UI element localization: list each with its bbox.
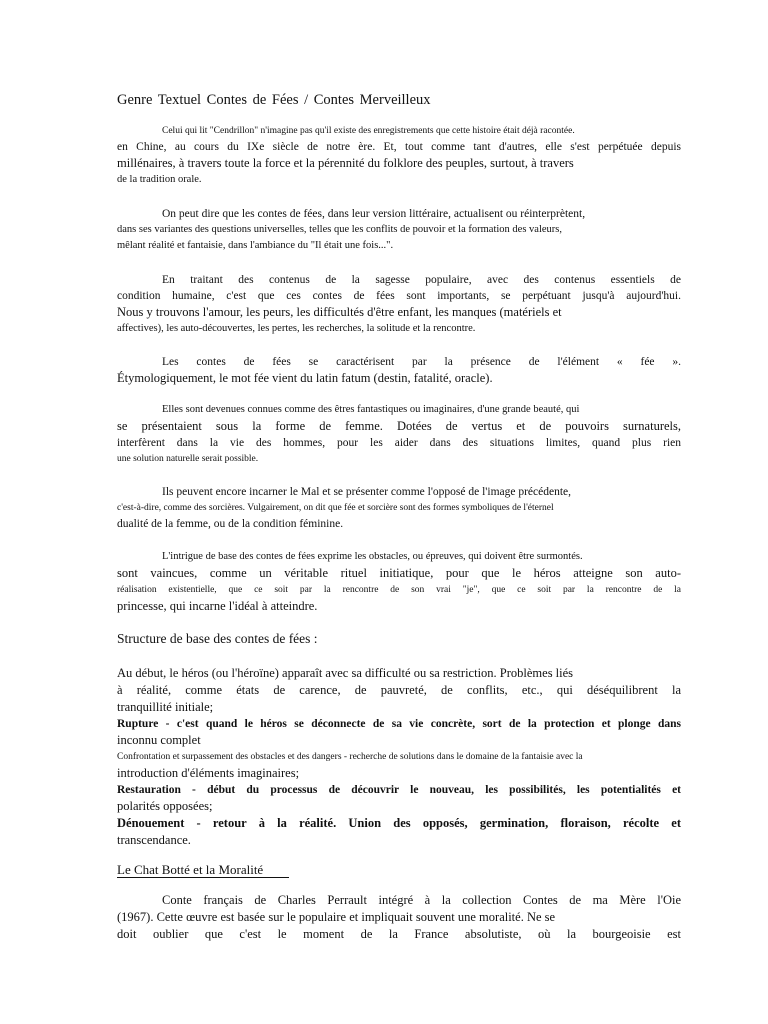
text-line: c'est-à-dire, comme des sorcières. Vulgairement, on dit que fée et sorcière sont des formes symboliques de l'éternel: [117, 503, 554, 513]
paragraph-etres-fantastiques: [117, 402, 681, 467]
text-line: en Chine, au cours du IXe siècle de notre ère. Et, tout comme tant d'autres, elle s'est perpétuée depuis: [117, 141, 681, 153]
text-line: condition humaine, c'est que ces contes de fées sont importants, se perpétuant jusqu'à aujourd'hui.: [117, 290, 681, 302]
text-line: une solution naturelle serait possible.: [117, 454, 259, 464]
text-line: se présentaient sous la forme de femme. Dotées de vertus et de pouvoirs surnaturels,: [117, 419, 681, 433]
text-line: mêlant réalité et fantaisie, dans l'ambiance du "Il était une fois...".: [117, 240, 394, 251]
text-line: dans ses variantes des questions universelles, telles que les conflits de pouvoir et la formation des valeurs,: [117, 224, 562, 235]
text-line: On peut dire que les contes de fées, dans leur version littéraire, actualisent ou réinterprètent,: [162, 208, 586, 220]
text-line: L'intrigue de base des contes de fées exprime les obstacles, ou épreuves, qui doivent être surmontés.: [162, 551, 583, 562]
text-line: Les contes de fées se caractérisent par la présence de l'élément « fée ».: [162, 356, 681, 368]
list-item: inconnu complet: [117, 733, 201, 747]
list-item: à réalité, comme états de carence, de pauvreté, de conflits, etc., qui déséquilibrent la: [117, 683, 681, 697]
underlined-heading: Le Chat Botté et la Moralité: [117, 862, 289, 878]
text-line: Nous y trouvons l'amour, les peurs, les difficultés d'être enfant, les manques (matériels et: [117, 305, 562, 319]
text-line: Conte français de Charles Perrault intégré à la collection Contes de ma Mère l'Oie: [162, 893, 681, 907]
list-item: polarités opposées;: [117, 799, 213, 813]
text-line: princesse, qui incarne l'idéal à atteindre.: [117, 599, 318, 613]
paragraph-intrigue: [117, 549, 681, 615]
text-line: (1967). Cette œuvre est basée sur le populaire et impliquait souvent une moralité. Ne se: [117, 910, 556, 924]
list-item: tranquillité initiale;: [117, 700, 214, 714]
text-line: Elles sont devenues connues comme des êtres fantastiques ou imaginaires, d'une grande beauté, qui: [162, 404, 580, 415]
list-item-bold: Dénouement - retour à la réalité. Union des opposés, germination, floraison, récolte et: [117, 816, 681, 830]
list-item: introduction d'éléments imaginaires;: [117, 766, 300, 780]
paragraph-element-fee: [117, 354, 681, 387]
list-item: Confrontation et surpassement des obstacles et des dangers - recherche de solutions dans le domaine de la fantaisie avec la: [117, 752, 583, 762]
text-line: affectives), les auto-découvertes, les pertes, les recherches, la solitude et la rencontre.: [117, 323, 476, 334]
section-heading-chat-botte: [117, 861, 681, 879]
text-line: millénaires, à travers toute la force et la pérennité du folklore des peuples, surtout, à travers: [117, 156, 574, 170]
list-item-bold: Rupture - c'est quand le héros se déconnecte de sa vie concrète, sort de la protection et plonge dans: [117, 718, 681, 730]
list-item: transcendance.: [117, 833, 191, 847]
paragraph-cendrillon: [117, 123, 681, 188]
text-line: réalisation existentielle, que ce soit par la rencontre de son vrai "je", que ce soit par la rencontre de la: [117, 585, 681, 595]
text-line: interfèrent dans la vie des hommes, pour les aider dans des situations limites, quand plus rien: [117, 437, 681, 449]
text-line: doit oublier que c'est le moment de la France absolutiste, où la bourgeoisie est: [117, 927, 681, 941]
section-heading-structure: Structure de base des contes de fées :: [117, 631, 318, 646]
structure-list: [117, 665, 681, 849]
text-line: dualité de la femme, ou de la condition féminine.: [117, 518, 344, 530]
paragraph-sagesse: [117, 272, 681, 337]
list-item-bold: Restauration - début du processus de découvrir le nouveau, les possibilités, les potentialités et: [117, 784, 681, 796]
text-line: En traitant des contenus de la sagesse populaire, avec des contenus essentiels de: [162, 274, 681, 286]
list-item: Au début, le héros (ou l'héroïne) apparaît avec sa difficulté ou sa restriction. Problèmes liés: [117, 666, 574, 680]
text-line: Ils peuvent encore incarner le Mal et se présenter comme l'opposé de l'image précédente,: [162, 486, 572, 498]
text-line: Étymologiquement, le mot fée vient du latin fatum (destin, fatalité, oracle).: [117, 371, 493, 385]
text-line: sont vaincues, comme un véritable rituel initiatique, pour que le héros atteigne son auto-: [117, 566, 681, 580]
paragraph-litteraire: [117, 206, 681, 254]
paragraph-sorcieres: [117, 484, 681, 532]
document-title: Genre Textuel Contes de Fées / Contes Merveilleux: [117, 92, 431, 108]
text-line: de la tradition orale.: [117, 174, 202, 185]
paragraph-chat-botte: [117, 892, 681, 943]
text-line: Celui qui lit "Cendrillon" n'imagine pas qu'il existe des enregistrements que cette histoire était déjà racontée.: [162, 126, 575, 136]
